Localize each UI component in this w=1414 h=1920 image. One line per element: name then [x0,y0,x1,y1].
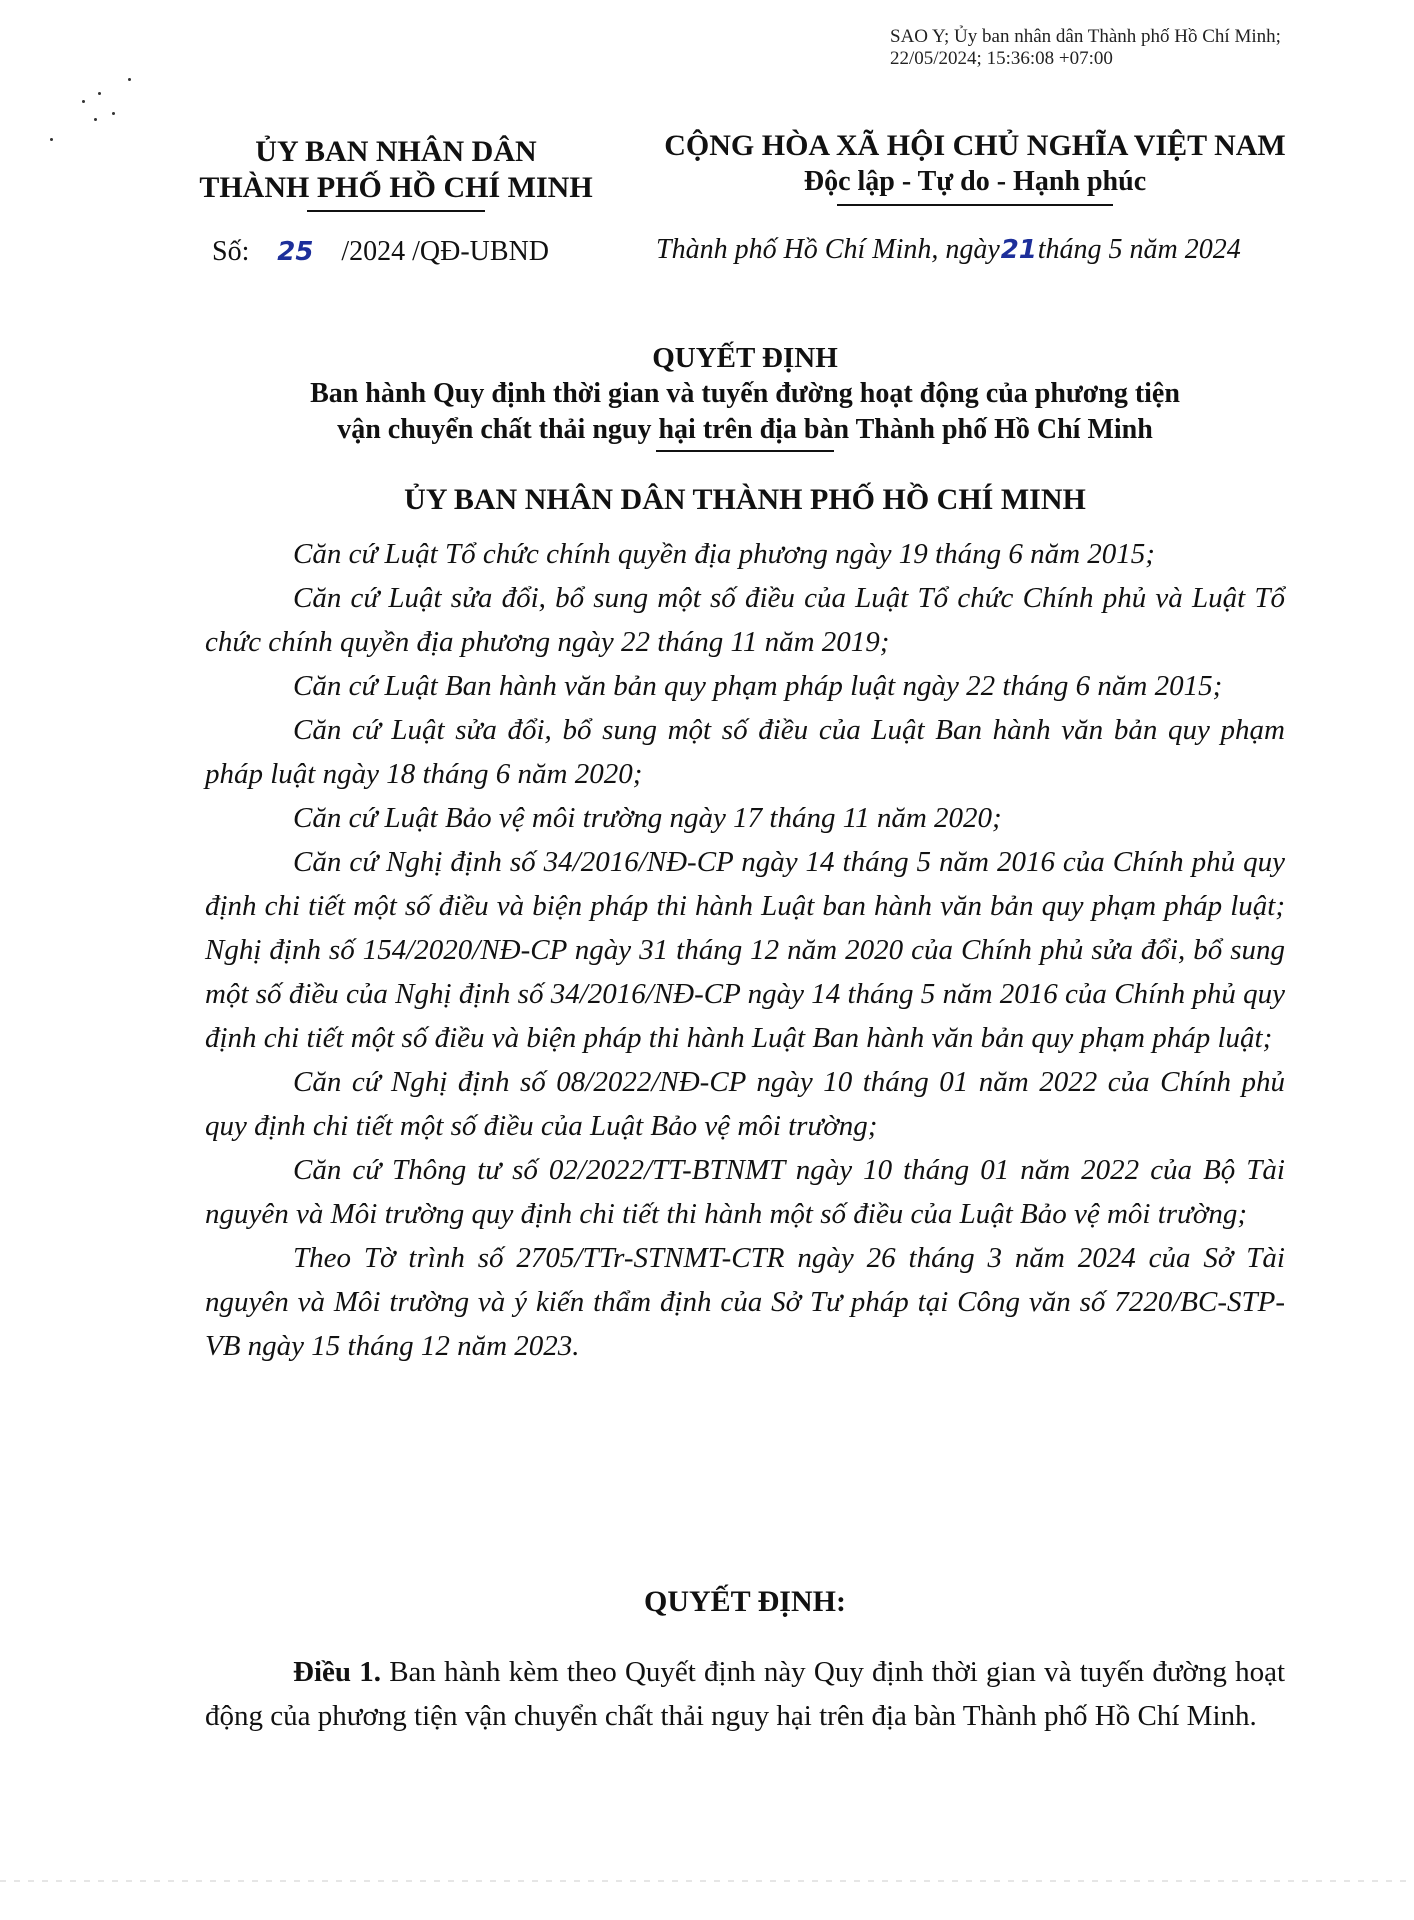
authority-heading: ỦY BAN NHÂN DÂN THÀNH PHỐ HỒ CHÍ MINH [404,483,1086,516]
doc-number-handwritten: 25 [277,237,314,267]
place-date-before: Thành phố Hồ Chí Minh, ngày [656,234,1000,265]
recital: Căn cứ Luật sửa đổi, bổ sung một số điều của Luật Ban hành văn bản quy phạm pháp luật ngày 18 tháng 6 năm 2020; [205,714,1285,790]
document-number [212,235,549,269]
recital: Căn cứ Thông tư số 02/2022/TT-BTNMT ngày 10 tháng 01 năm 2022 của Bộ Tài nguyên và Môi trường quy định chi tiết thi hành một số điều của Luật Bảo vệ môi trường; [205,1154,1285,1230]
recital: Căn cứ Luật Ban hành văn bản quy phạm pháp luật ngày 22 tháng 6 năm 2015; [293,670,1223,702]
title-underline [656,450,834,452]
recital: Căn cứ Luật Bảo vệ môi trường ngày 17 tháng 11 năm 2020; [293,802,1002,834]
national-title [645,128,1305,206]
agency-line-2: THÀNH PHỐ HỒ CHÍ MINH [199,171,593,204]
digital-copy-stamp [890,26,1281,70]
place-and-date [656,233,1241,267]
title-line-1: Ban hành Quy định thời gian và tuyến đường hoạt động của phương tiện [310,378,1180,409]
country-name: CỘNG HÒA XÃ HỘI CHỦ NGHĨA VIỆT NAM [664,129,1286,162]
decision-heading: QUYẾT ĐỊNH: [644,1585,846,1618]
article-1-label: Điều 1. [293,1656,381,1688]
agency-line-1: ỦY BAN NHÂN DÂN [255,135,537,168]
title-line-2: vận chuyển chất thải nguy hại trên địa bàn Thành phố Hồ Chí Minh [337,414,1153,445]
recitals [205,532,1285,1368]
recital: Căn cứ Nghị định số 08/2022/NĐ-CP ngày 10 tháng 01 năm 2022 của Chính phủ quy định chi tiết một số điều của Luật Bảo vệ môi trường; [205,1066,1285,1142]
motto-underline [837,204,1113,206]
doc-number-prefix: Số: [212,236,250,267]
agency-underline [307,210,485,212]
day-handwritten: 21 [1000,235,1037,265]
scan-edge-marks [0,1880,1414,1882]
article-1 [205,1650,1285,1738]
recital: Căn cứ Luật Tổ chức chính quyền địa phương ngày 19 tháng 6 năm 2015; [293,538,1155,570]
recital: Theo Tờ trình số 2705/TTr-STNMT-CTR ngày 26 tháng 3 năm 2024 của Sở Tài nguyên và Môi trường và ý kiến thẩm định của Sở Tư pháp tại Công văn số 7220/BC-STP-VB ngày 15 tháng 12 năm 2023. [205,1242,1285,1362]
recital: Căn cứ Luật sửa đổi, bổ sung một số điều của Luật Tổ chức Chính phủ và Luật Tổ chức chính quyền địa phương ngày 22 tháng 11 năm 2019; [205,582,1285,658]
doc-number-suffix: /2024 /QĐ-UBND [341,236,550,267]
national-motto: Độc lập - Tự do - Hạnh phúc [803,166,1147,197]
document-title [190,340,1300,452]
stamp-line-1: SAO Y; Ủy ban nhân dân Thành phố Hồ Chí Minh; [890,26,1281,47]
place-date-after: tháng 5 năm 2024 [1037,234,1241,265]
article-1-text: Ban hành kèm theo Quyết định này Quy định thời gian và tuyến đường hoạt động của phương tiện vận chuyển chất thải nguy hại trên địa bàn Thành phố Hồ Chí Minh. [205,1656,1286,1732]
recital: Căn cứ Nghị định số 34/2016/NĐ-CP ngày 14 tháng 5 năm 2016 của Chính phủ quy định chi tiết một số điều và biện pháp thi hành Luật ban hành văn bản quy phạm pháp luật; Nghị định số 154/2020/NĐ-CP ngày 31 tháng 12 năm 2020 của Chính phủ sửa đổi, bổ sung một số điều của Nghị định số 34/2016/NĐ-CP ngày 14 tháng 5 năm 2016 của Chính phủ quy định chi tiết một số điều và biện pháp thi hành Luật Ban hành văn bản quy phạm pháp luật; [205,846,1285,1054]
title-heading: QUYẾT ĐỊNH [652,342,838,374]
stamp-line-2: 22/05/2024; 15:36:08 +07:00 [890,48,1113,69]
scan-specks [50,70,140,140]
issuing-agency [190,134,602,212]
